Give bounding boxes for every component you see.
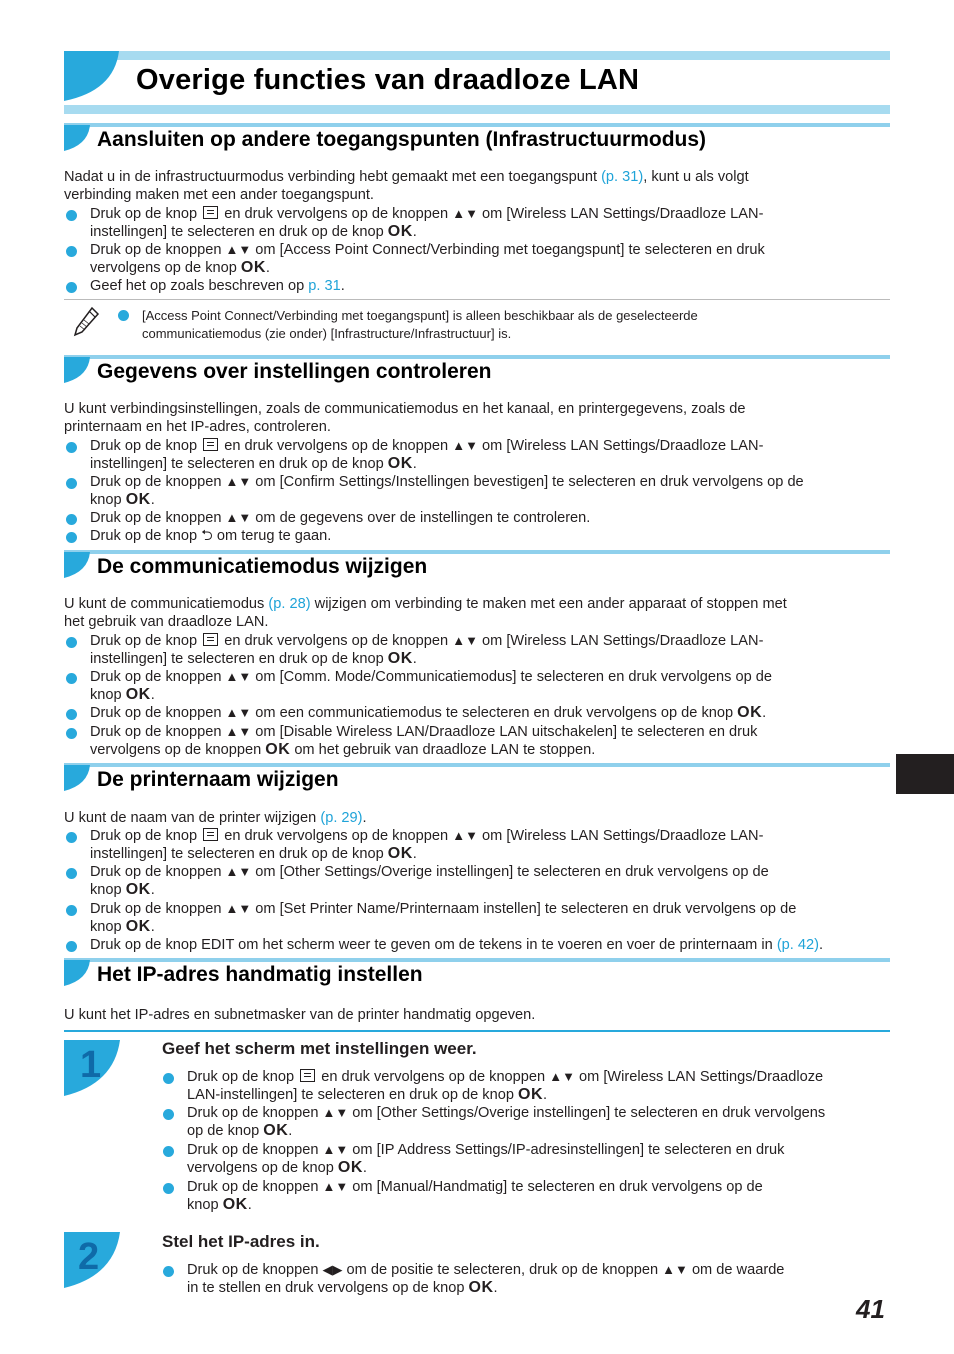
ok-button-icon: OK [387, 650, 413, 667]
up-down-arrows-icon: ▲▼ [662, 1262, 688, 1277]
ok-button-icon: OK [337, 1159, 363, 1176]
title-corner-decoration [64, 51, 134, 117]
up-down-arrows-icon: ▲▼ [452, 438, 478, 453]
ok-button-icon: OK [265, 741, 291, 758]
page-link[interactable]: p. 31 [308, 278, 341, 294]
list-item: Druk op de knoppen ▲▼ om [Other Settings/Overige instellingen] te selecteren en druk vervolgens op de knop OK. [90, 864, 769, 898]
ok-button-icon: OK [125, 918, 151, 935]
chapter-tab [896, 754, 954, 794]
menu-button-icon [203, 633, 218, 646]
paragraph: U kunt het IP-adres en subnetmasker van de printer handmatig opgeven. [64, 1007, 536, 1023]
divider [64, 1030, 890, 1032]
list-item: Druk op de knoppen ▲▼ om een communicatiemodus te selecteren en druk vervolgens op de knop OK. [90, 704, 767, 721]
list-item: Druk op de knop en druk vervolgens op de knoppen ▲▼ om [Wireless LAN Settings/Draadloze LAN- instellingen] te selecteren en druk op de knop OK. [90, 633, 764, 667]
up-down-arrows-icon: ▲▼ [225, 901, 252, 916]
ok-button-icon: OK [737, 704, 763, 721]
ok-button-icon: OK [125, 686, 151, 703]
bullet-icon [163, 1109, 174, 1120]
up-down-arrows-icon: ▲▼ [322, 1179, 349, 1194]
up-down-arrows-icon: ▲▼ [225, 669, 252, 684]
list-item: Druk op de knop en druk vervolgens op de knoppen ▲▼ om [Wireless LAN Settings/Draadloze LAN- instellingen] te selecteren en druk op de knop OK. [90, 438, 764, 472]
up-down-arrows-icon: ▲▼ [322, 1142, 349, 1157]
paragraph: U kunt verbindingsinstellingen, zoals de communicatiemodus en het kanaal, en printergegevens, zoals de printernaam en het IP-adres, controleren. [64, 401, 746, 435]
bullet-icon [66, 905, 77, 916]
bullet-icon [66, 709, 77, 720]
section-title: De communicatiemodus wijzigen [97, 555, 428, 578]
list-item: Druk op de knop EDIT om het scherm weer te geven om de tekens in te voeren en voer de printernaam in (p. 42). [90, 937, 824, 953]
bullet-icon [66, 442, 77, 453]
paragraph: U kunt de communicatiemodus (p. 28) wijzigen om verbinding te maken met een ander apparaat of stoppen met het gebruik van draadloze LAN. [64, 596, 787, 630]
step-number: 2 [78, 1236, 100, 1278]
up-down-arrows-icon: ▲▼ [452, 828, 478, 843]
page-link[interactable]: (p. 28) [268, 596, 311, 612]
bullet-icon [66, 728, 77, 739]
back-button-icon: ⮌ [201, 528, 213, 544]
list-item: Druk op de knop ⮌ om terug te gaan. [90, 528, 332, 544]
up-down-arrows-icon: ▲▼ [225, 724, 252, 739]
bullet-icon [66, 673, 77, 684]
bullet-icon [66, 210, 77, 221]
up-down-arrows-icon: ▲▼ [322, 1105, 349, 1120]
ok-button-icon: OK [125, 881, 151, 898]
divider [64, 299, 890, 300]
up-down-arrows-icon: ▲▼ [549, 1069, 575, 1084]
list-item: Druk op de knoppen ▲▼ om [Other Settings/Overige instellingen] te selecteren en druk vervolgens op de knop OK. [187, 1105, 826, 1139]
list-item: Druk op de knoppen ▲▼ om [Set Printer Name/Printernaam instellen] te selecteren en druk vervolgens op de knop OK. [90, 901, 797, 935]
up-down-arrows-icon: ▲▼ [452, 206, 478, 221]
step-number: 1 [80, 1044, 102, 1086]
list-item: Druk op de knop en druk vervolgens op de knoppen ▲▼ om [Wireless LAN Settings/Draadloze LAN-instellingen] te selecteren en druk op de knop OK. [187, 1069, 824, 1103]
list-item: Druk op de knoppen ◀▶ om de positie te selecteren, druk op de knoppen ▲▼ om de waarde in te stellen en druk vervolgens op de knop OK. [187, 1262, 785, 1296]
ok-button-icon: OK [222, 1196, 248, 1213]
bullet-icon [66, 868, 77, 879]
ok-button-icon: OK [518, 1086, 543, 1103]
bullet-icon [118, 310, 129, 321]
list-item: Druk op de knop en druk vervolgens op de knoppen ▲▼ om [Wireless LAN Settings/Draadloze LAN- instellingen] te selecteren en druk op de knop OK. [90, 206, 764, 240]
note-text: [Access Point Connect/Verbinding met toegangspunt] is alleen beschikbaar als de geselecteerde communicatiemodus (zie onder) [Infrastructure/Infrastructuur] is. [142, 308, 698, 341]
page-link[interactable]: (p. 42) [776, 937, 819, 953]
list-item: Druk op de knoppen ▲▼ om [Disable Wireless LAN/Draadloze LAN uitschakelen] te selecteren en druk vervolgens op de knoppen OK om het gebruik van draadloze LAN te stoppen. [90, 724, 758, 758]
left-right-arrows-icon: ◀▶ [322, 1262, 343, 1277]
menu-button-icon [203, 206, 218, 219]
list-item: Druk op de knoppen ▲▼ om [Comm. Mode/Communicatiemodus] te selecteren en druk vervolgens op de knop OK. [90, 669, 772, 703]
page-number: 41 [856, 1294, 885, 1324]
step-title: Stel het IP-adres in. [162, 1232, 320, 1251]
ok-button-icon: OK [387, 845, 413, 862]
ok-button-icon: OK [263, 1122, 289, 1139]
up-down-arrows-icon: ▲▼ [225, 864, 252, 879]
ok-button-icon: OK [387, 455, 413, 472]
up-down-arrows-icon: ▲▼ [225, 510, 252, 525]
section-title: De printernaam wijzigen [97, 768, 339, 791]
bullet-icon [66, 478, 77, 489]
list-item: Druk op de knoppen ▲▼ om [Access Point Connect/Verbinding met toegangspunt] te selecteren en druk vervolgens op de knop OK. [90, 242, 765, 276]
up-down-arrows-icon: ▲▼ [225, 242, 252, 257]
bullet-icon [66, 532, 77, 543]
page-title: Overige functies van draadloze LAN [136, 64, 640, 96]
bullet-icon [66, 832, 77, 843]
bullet-icon [66, 637, 77, 648]
pencil-icon [72, 306, 100, 338]
page-link[interactable]: (p. 29) [320, 810, 363, 826]
list-item: Druk op de knop en druk vervolgens op de knoppen ▲▼ om [Wireless LAN Settings/Draadloze LAN- instellingen] te selecteren en druk op de knop OK. [90, 828, 764, 862]
section-title: Het IP-adres handmatig instellen [97, 963, 423, 986]
bullet-icon [163, 1266, 174, 1277]
bullet-icon [66, 941, 77, 952]
list-item: Druk op de knoppen ▲▼ om [Manual/Handmatig] te selecteren en druk vervolgens op de knop OK. [187, 1179, 763, 1213]
menu-button-icon [203, 828, 218, 841]
bullet-icon [66, 282, 77, 293]
list-item: Druk op de knoppen ▲▼ om [IP Address Settings/IP-adresinstellingen] te selecteren en druk vervolgens op de knop OK. [187, 1142, 785, 1176]
list-item: Druk op de knoppen ▲▼ om de gegevens over de instellingen te controleren. [90, 510, 591, 526]
step-title: Geef het scherm met instellingen weer. [162, 1039, 477, 1058]
ok-button-icon: OK [240, 259, 266, 276]
list-item: Druk op de knoppen ▲▼ om [Confirm Settings/Instellingen bevestigen] te selecteren en druk vervolgens op de knop OK. [90, 474, 804, 508]
up-down-arrows-icon: ▲▼ [452, 633, 478, 648]
menu-button-icon [203, 438, 218, 451]
ok-button-icon: OK [387, 223, 413, 240]
section-title: Aansluiten op andere toegangspunten (Infrastructuurmodus) [97, 128, 707, 151]
menu-button-icon [300, 1069, 315, 1082]
up-down-arrows-icon: ▲▼ [225, 474, 252, 489]
bullet-icon [163, 1183, 174, 1194]
bullet-icon [163, 1073, 174, 1084]
page-link[interactable]: (p. 31) [601, 169, 644, 185]
section-title: Gegevens over instellingen controleren [97, 360, 492, 383]
bullet-icon [66, 246, 77, 257]
ok-button-icon: OK [468, 1279, 494, 1296]
ok-button-icon: OK [125, 491, 151, 508]
list-item: Geef het op zoals beschreven op p. 31. [90, 278, 345, 294]
up-down-arrows-icon: ▲▼ [225, 705, 252, 720]
bullet-icon [66, 514, 77, 525]
bullet-icon [163, 1146, 174, 1157]
paragraph: U kunt de naam van de printer wijzigen (p. 29). [64, 810, 367, 826]
paragraph: Nadat u in de infrastructuurmodus verbinding hebt gemaakt met een toegangspunt (p. 31), kunt u als volgt verbinding maken met een ander toegangspunt. [64, 169, 749, 203]
